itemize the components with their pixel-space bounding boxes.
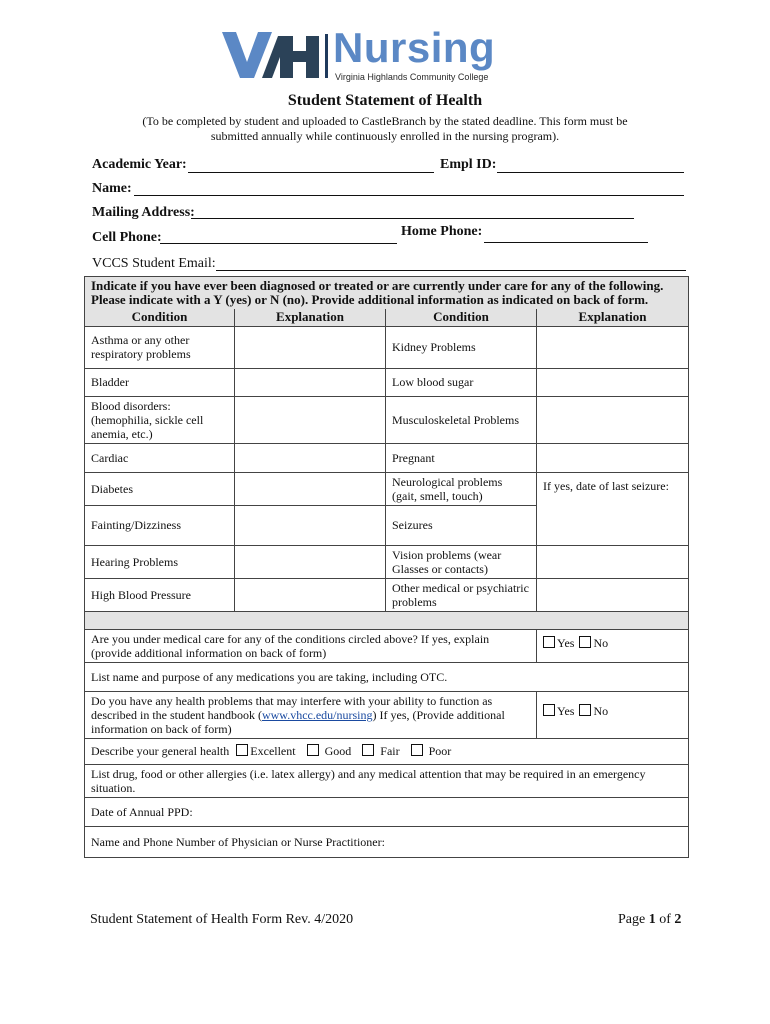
- home-phone-field[interactable]: [484, 228, 648, 243]
- page-total: 2: [674, 912, 682, 927]
- medications-question[interactable]: List name and purpose of any medications you are taking, including OTC.: [85, 662, 689, 691]
- academic-year-field[interactable]: [188, 158, 434, 173]
- header-condition-2: Condition: [386, 309, 537, 326]
- cell-phone-field[interactable]: [160, 229, 397, 244]
- health-problems-row: [85, 691, 689, 738]
- general-health-row: [85, 738, 689, 764]
- health-problems-text-2: ) If yes, (Provide additional information on back of form): [91, 707, 505, 736]
- explanation-kidney[interactable]: [537, 326, 689, 368]
- table-row: [85, 545, 689, 578]
- yes-label: Yes: [557, 635, 575, 650]
- allergies-row: [85, 764, 689, 797]
- medical-care-no-checkbox[interactable]: [579, 636, 591, 648]
- condition-bladder: Bladder: [85, 368, 235, 396]
- explanation-low-blood-sugar[interactable]: [537, 368, 689, 396]
- explanation-asthma[interactable]: [235, 326, 386, 368]
- table-header-row: [85, 309, 689, 326]
- excellent-checkbox[interactable]: [236, 744, 248, 756]
- health-problems-no-checkbox[interactable]: [579, 704, 591, 716]
- excellent-label: Excellent: [250, 744, 296, 758]
- condition-cardiac: Cardiac: [85, 443, 235, 472]
- separator-row: [85, 611, 689, 629]
- condition-vision: Vision problems (wear Glasses or contacts): [386, 545, 537, 578]
- condition-hearing: Hearing Problems: [85, 545, 235, 578]
- medications-row: [85, 662, 689, 691]
- health-problems-yes-checkbox[interactable]: [543, 704, 555, 716]
- general-health-label: Describe your general health: [91, 744, 230, 758]
- no-label: No: [593, 635, 609, 650]
- explanation-diabetes[interactable]: [235, 472, 386, 505]
- ppd-question[interactable]: Date of Annual PPD:: [85, 797, 689, 826]
- header-explanation-1: Explanation: [235, 309, 386, 326]
- condition-fainting: Fainting/Dizziness: [85, 505, 235, 545]
- explanation-fainting[interactable]: [235, 505, 386, 545]
- explanation-cardiac[interactable]: [235, 443, 386, 472]
- condition-blood-disorders: Blood disorders: (hemophilia, sickle cell anemia, etc.): [85, 396, 235, 443]
- empl-id-label: Empl ID:: [440, 157, 497, 172]
- empl-id-field[interactable]: [497, 158, 684, 173]
- explanation-blood-disorders[interactable]: [235, 396, 386, 443]
- condition-high-blood-pressure: High Blood Pressure: [85, 578, 235, 611]
- table-instructions: Indicate if you have ever been diagnosed or treated or are currently under care for any of the following. Please indicate with a Y (yes) or N (no). Provide additional information as indicated on back of form.: [85, 277, 689, 310]
- health-problems-answer: [537, 691, 689, 738]
- good-label: Good: [324, 744, 352, 758]
- physician-row: [85, 826, 689, 857]
- page-number: [618, 912, 681, 928]
- header-condition-1: Condition: [85, 309, 235, 326]
- medical-care-question: Are you under medical care for any of the conditions circled above? If yes, explain (provide additional information on back of form): [85, 629, 537, 662]
- explanation-other[interactable]: [537, 578, 689, 611]
- logo-name: Nursing: [333, 24, 496, 71]
- mailing-address-field[interactable]: [191, 204, 634, 219]
- table-row: [85, 368, 689, 396]
- health-conditions-table: [84, 276, 689, 858]
- logo-subtitle: Virginia Highlands Community College: [335, 72, 489, 82]
- condition-neurological: Neurological problems (gait, smell, touch): [386, 472, 537, 505]
- cell-phone-label: Cell Phone:: [92, 230, 162, 245]
- mailing-address-label: Mailing Address:: [92, 205, 195, 220]
- header-explanation-2: Explanation: [537, 309, 689, 326]
- general-health-cell: [85, 738, 689, 764]
- table-row: [85, 396, 689, 443]
- name-field[interactable]: [134, 181, 684, 196]
- name-label: Name:: [92, 181, 132, 196]
- condition-seizures: Seizures: [386, 505, 537, 545]
- page-title: Student Statement of Health: [287, 92, 483, 109]
- page-of: of: [655, 912, 675, 927]
- vccs-email-label: VCCS Student Email:: [92, 256, 216, 271]
- ppd-row: [85, 797, 689, 826]
- condition-diabetes: Diabetes: [85, 472, 235, 505]
- medical-care-yes-checkbox[interactable]: [543, 636, 555, 648]
- table-row: [85, 578, 689, 611]
- separator-cell: [85, 611, 689, 629]
- condition-pregnant: Pregnant: [386, 443, 537, 472]
- explanation-musculoskeletal[interactable]: [537, 396, 689, 443]
- condition-kidney: Kidney Problems: [386, 326, 537, 368]
- medical-care-answer: [537, 629, 689, 662]
- condition-other: Other medical or psychiatric problems: [386, 578, 537, 611]
- health-problems-text-1: Do you have any health problems that may interfere with your ability to function as described in the student handbook (: [91, 693, 493, 722]
- fair-label: Fair: [380, 744, 400, 758]
- page-current: 1: [648, 912, 656, 927]
- yes-label: Yes: [557, 703, 575, 718]
- home-phone-label: Home Phone:: [401, 224, 483, 239]
- handbook-link[interactable]: www.vhcc.edu/nursing: [261, 707, 373, 722]
- good-checkbox[interactable]: [307, 744, 319, 756]
- table-row: [85, 443, 689, 472]
- health-problems-question: [85, 691, 537, 738]
- vh-logo-mark-icon: [222, 32, 322, 78]
- explanation-hearing[interactable]: [235, 545, 386, 578]
- condition-low-blood-sugar: Low blood sugar: [386, 368, 537, 396]
- explanation-bladder[interactable]: [235, 368, 386, 396]
- explanation-high-blood-pressure[interactable]: [235, 578, 386, 611]
- allergies-question[interactable]: List drug, food or other allergies (i.e. latex allergy) and any medical attention that may be required in an emergency situation.: [85, 764, 689, 797]
- explanation-vision[interactable]: [537, 545, 689, 578]
- table-row: [85, 326, 689, 368]
- poor-checkbox[interactable]: [411, 744, 423, 756]
- explanation-neurological[interactable]: If yes, date of last seizure:: [537, 472, 689, 545]
- condition-asthma: Asthma or any other respiratory problems: [85, 326, 235, 368]
- medical-care-row: [85, 629, 689, 662]
- physician-question[interactable]: Name and Phone Number of Physician or Nurse Practitioner:: [85, 826, 689, 857]
- vhcc-logo: [222, 24, 522, 84]
- page-subtitle: (To be completed by student and uploaded to CastleBranch by the stated deadline. This form must be submitted annually while continuously enrolled in the nursing program).: [142, 114, 628, 143]
- page-prefix: Page: [618, 912, 649, 927]
- poor-label: Poor: [428, 744, 452, 758]
- fair-checkbox[interactable]: [362, 744, 374, 756]
- table-intro-row: [85, 277, 689, 310]
- logo-divider: [325, 34, 328, 78]
- explanation-pregnant[interactable]: [537, 443, 689, 472]
- no-label: No: [593, 703, 609, 718]
- footer-form-revision: Student Statement of Health Form Rev. 4/2020: [90, 912, 354, 927]
- vccs-email-field[interactable]: [216, 256, 686, 271]
- condition-musculoskeletal: Musculoskeletal Problems: [386, 396, 537, 443]
- table-row: [85, 472, 689, 505]
- academic-year-label: Academic Year:: [92, 157, 187, 172]
